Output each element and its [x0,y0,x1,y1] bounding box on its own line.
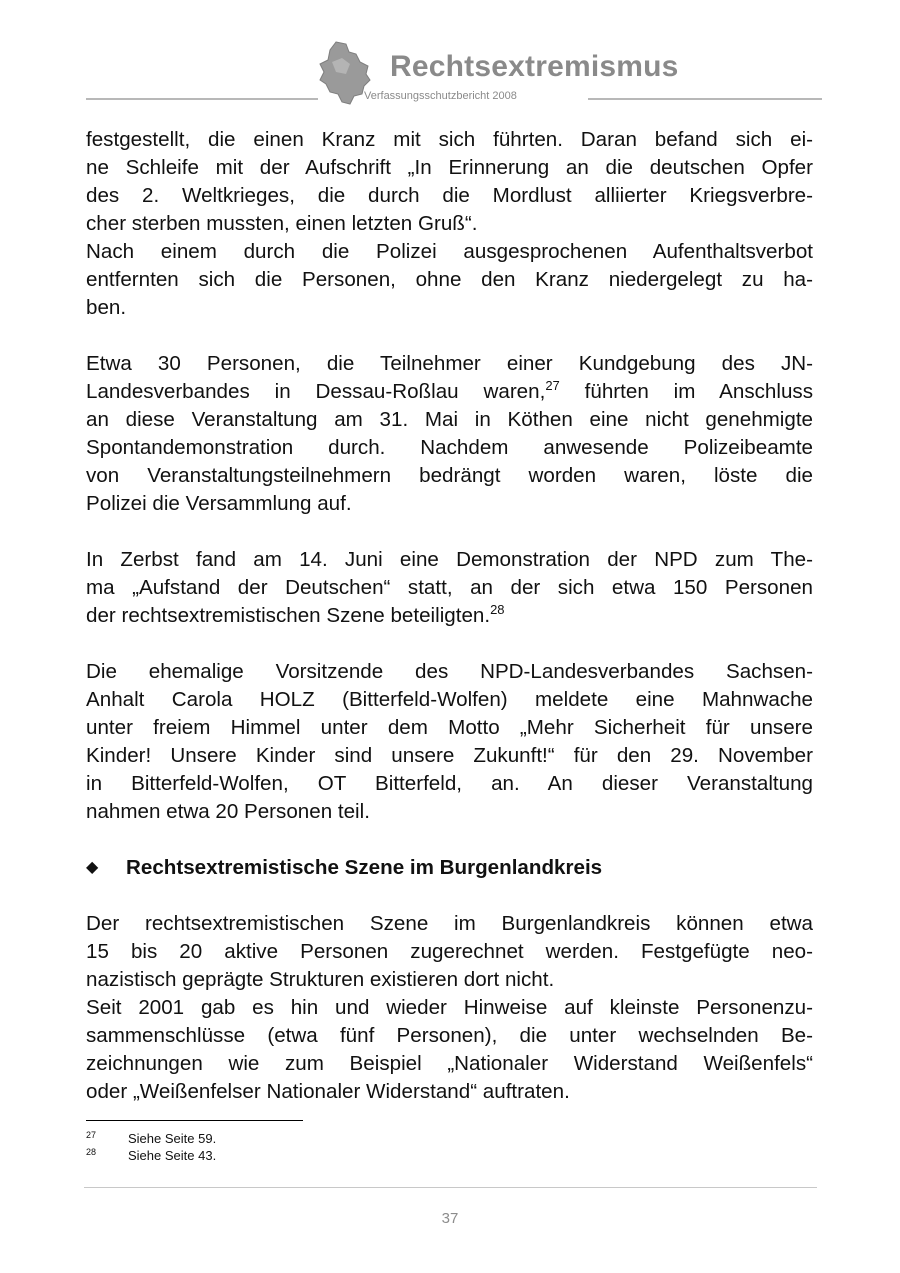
text-line: unter freiem Himmel unter dem Motto „Mehr Sicherheit für unsere [86,716,813,739]
diamond-bullet-icon: ◆ [86,859,99,876]
text-line: an diese Veranstaltung am 31. Mai in Köthen eine nicht genehmigte [86,408,813,431]
header-rule-right [588,98,822,100]
text-line-with-footnote [86,602,813,630]
footnote-separator [86,1120,303,1121]
text-line: ne Schleife mit der Aufschrift „In Erinnerung an die deutschen Opfer [86,156,813,179]
footnote-reference-28[interactable]: 28 [490,602,505,617]
text-line: entfernten sich die Personen, ohne den Kranz niedergelegt zu ha- [86,268,813,291]
footnote-number: 28 [86,1147,97,1157]
header-subtitle: Verfassungsschutzbericht 2008 [364,90,517,102]
section-heading-text: Rechtsextremistische Szene im Burgenlandkreis [126,856,603,879]
footnote-28 [86,1148,486,1164]
footnote-number: 27 [86,1130,97,1140]
text-line: in Bitterfeld-Wolfen, OT Bitterfeld, an. An dieser Veranstaltung [86,772,813,795]
footnote-text: Siehe Seite 59. [128,1131,217,1146]
text-line: Spontandemonstration durch. Nachdem anwesende Polizeibeamte [86,436,813,459]
text-line: des 2. Weltkrieges, die durch die Mordlust alliierter Kriegsverbre- [86,184,813,207]
paragraph [86,546,813,630]
text-line: festgestellt, die einen Kranz mit sich führten. Daran befand sich ei- [86,128,813,151]
text-line: Polizei die Versammlung auf. [86,492,352,515]
paragraph [86,658,813,826]
text-line-with-footnote [86,378,813,406]
text-line: Seit 2001 gab es hin und wieder Hinweise auf kleinste Personenzu- [86,996,813,1019]
text-line: ben. [86,296,127,319]
footnote-27 [86,1131,486,1147]
text-line: Die ehemalige Vorsitzende des NPD-Landesverbandes Sachsen- [86,660,813,683]
text-line: Kinder! Unsere Kinder sind unsere Zukunft!“ für den 29. November [86,744,813,767]
text-line: ma „Aufstand der Deutschen“ statt, an der sich etwa 150 Personen [86,576,813,599]
footer-rule [84,1187,817,1188]
text-fragment: Landesverbandes in Dessau-Roßlau waren, [86,380,546,403]
page-number: 37 [441,1210,459,1227]
paragraph [86,994,813,1106]
document-body [86,126,813,1106]
text-line: von Veranstaltungsteilnehmern bedrängt worden waren, löste die [86,464,813,487]
footnote-text: Siehe Seite 43. [128,1148,217,1163]
text-line: Nach einem durch die Polizei ausgesprochenen Aufenthaltsverbot [86,240,813,263]
text-line: 15 bis 20 aktive Personen zugerechnet werden. Festgefügte neo- [86,940,813,963]
section-heading [86,854,813,882]
text-line: oder „Weißenfelser Nationaler Widerstand“ auftraten. [86,1080,570,1103]
paragraph [86,910,813,994]
header-rule-left [86,98,318,100]
text-fragment: führten im Anschluss [559,380,814,403]
text-line: nahmen etwa 20 Personen teil. [86,800,370,823]
text-fragment: der rechtsextremistischen Szene beteiligten. [86,604,491,627]
page-header [0,0,900,110]
text-line: nazistisch geprägte Strukturen existieren dort nicht. [86,968,555,991]
paragraph [86,126,813,238]
text-line: cher sterben mussten, einen letzten Gruß“. [86,212,478,235]
text-line: Anhalt Carola HOLZ (Bitterfeld-Wolfen) meldete eine Mahnwache [86,688,813,711]
footnote-reference-27[interactable]: 27 [545,378,560,393]
header-title: Rechtsextremismus [390,50,679,83]
text-line: sammenschlüsse (etwa fünf Personen), die unter wechselnden Be- [86,1024,813,1047]
paragraph [86,238,813,322]
text-line: In Zerbst fand am 14. Juni eine Demonstration der NPD zum The- [86,548,813,571]
text-line: Etwa 30 Personen, die Teilnehmer einer Kundgebung des JN- [86,352,813,375]
text-line: Der rechtsextremistischen Szene im Burgenlandkreis können etwa [86,912,813,935]
text-line: zeichnungen wie zum Beispiel „Nationaler Widerstand Weißenfels“ [86,1052,813,1075]
paragraph [86,350,813,518]
